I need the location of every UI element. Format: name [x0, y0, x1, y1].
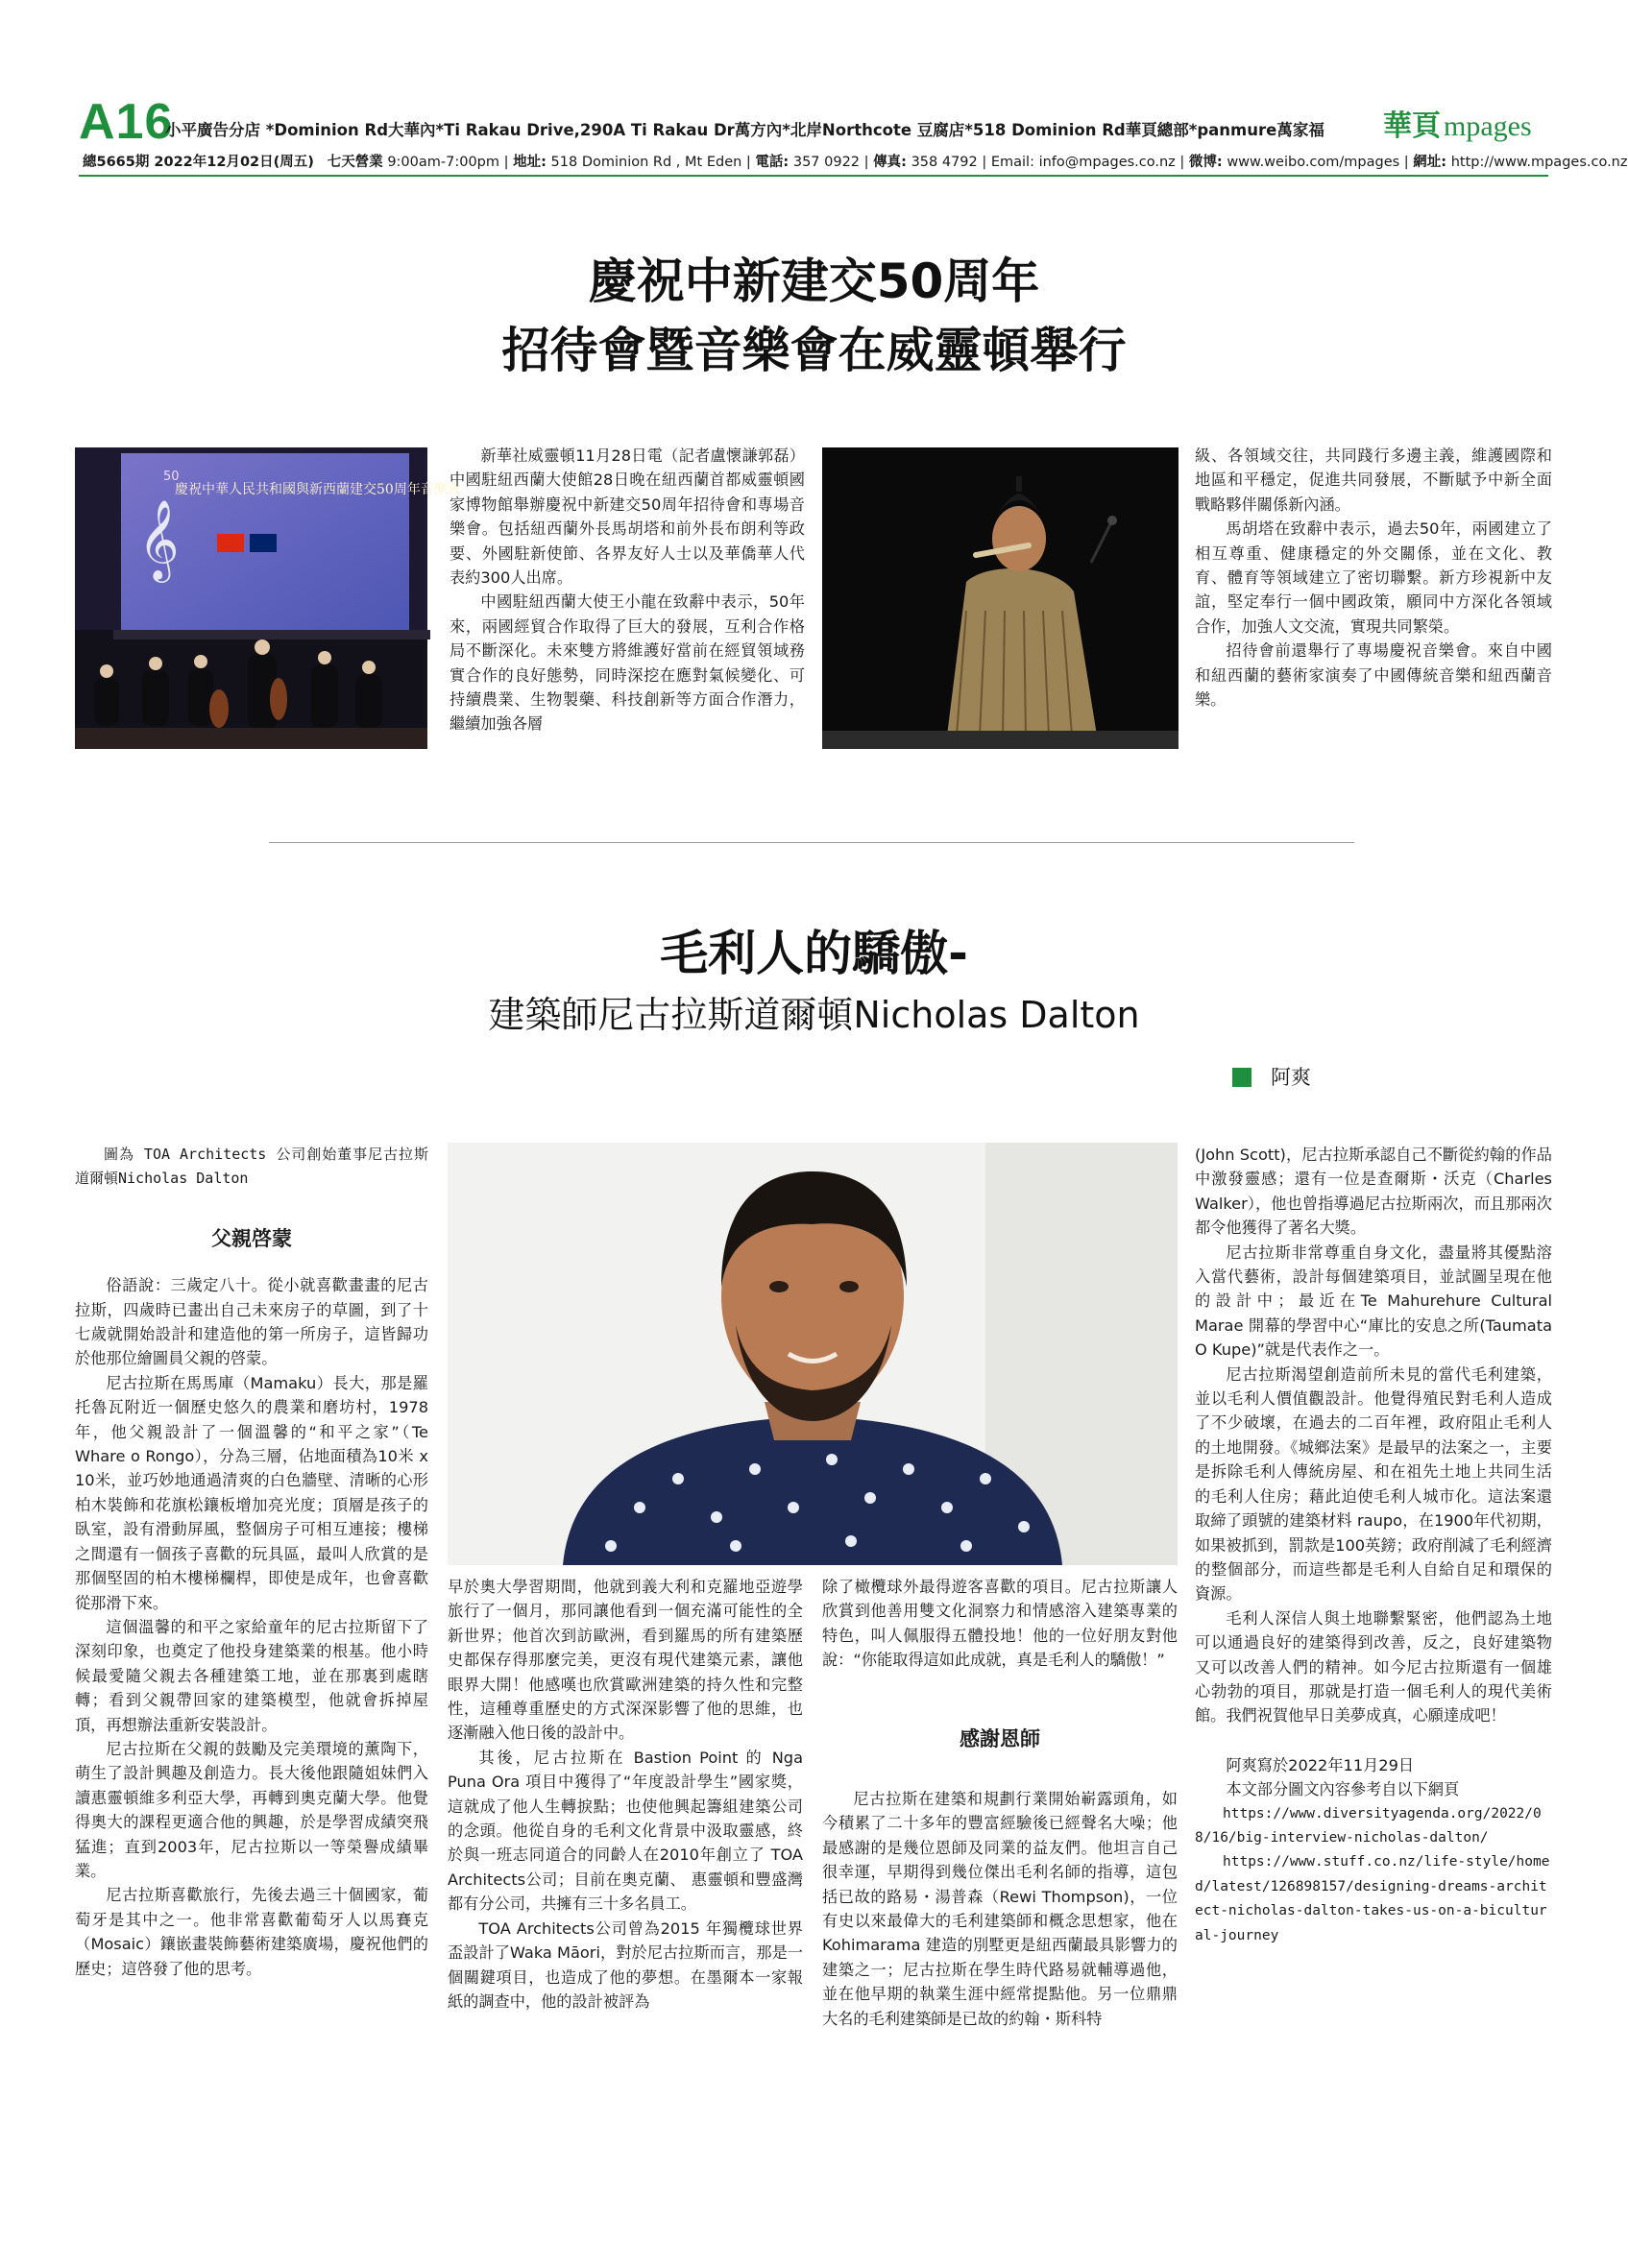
- reference-link-1[interactable]: https://www.diversityagenda.org/2022/08/16/big-interview-nicholas-dalton/: [1195, 1805, 1542, 1846]
- photo-caption: 圖為 TOA Architects 公司創始董事尼古拉斯道爾頓Nicholas Dalton: [75, 1146, 428, 1188]
- article2-title-line2: 建築師尼古拉斯道爾頓Nicholas Dalton: [488, 994, 1140, 1036]
- article1-title-line2: 招待會暨音樂會在威靈頓舉行: [501, 323, 1127, 378]
- paragraph: 尼古拉斯非常尊重自身文化，盡量將其優點溶入當代藝術，設計每個建築項目，並試圖呈現在他的設計中；最近在Te Mahurehure Cultural Marae 開幕的學習中心“庫比的安息之所(Taumata O Kupe)”就是代表作之一。: [1195, 1243, 1552, 1360]
- maori-performer-photo: [822, 447, 1178, 749]
- screen-logo-50: 50: [163, 470, 180, 484]
- paragraph: 招待會前還舉行了專場慶祝音樂會。來自中國和紐西蘭的藝術家演奏了中國傳統音樂和紐西蘭音樂。: [1195, 641, 1552, 710]
- microphone: [1107, 516, 1117, 525]
- china-flag-icon: [217, 534, 244, 552]
- issue-number: 總5665期 2022年12月02日(周五): [83, 155, 314, 170]
- paragraph: 早於奧大學習期間，他就到義大利和克羅地亞遊學旅行了一個月，那同讓他看到一個充滿可能性的全新世界；他首次到訪歐洲，看到羅馬的所有建築歷史都保存得那麼完美，更沒有現代建築元素，讓他眼界大開！他感嘆也欣賞歐洲建築的持久性和完整性，這種尊重歷史的方式深深影響了他的思維，也逐漸融入他日後的設計中。: [448, 1578, 803, 1743]
- logo-mark: 華頁: [1383, 109, 1441, 143]
- weibo-link[interactable]: www.weibo.com/mpages: [1227, 155, 1400, 170]
- paragraph: 新華社威靈頓11月28日電（記者盧懷謙郭磊）中國駐紐西蘭大使館28日晚在紐西蘭首都威靈頓國家博物館舉辦慶祝中新建交50周年招待會和專場音樂會。包括紐西蘭外長馬胡塔和前外長布朗利等政要、外國駐新使節、各界友好人士以及華僑華人代表約300人出席。: [450, 446, 805, 588]
- email-link[interactable]: info@mpages.co.nz: [1038, 155, 1176, 170]
- paragraph: 俗語說：三歲定八十。從小就喜歡畫畫的尼古拉斯，四歲時已畫出自己未來房子的草圖，到了十七歲就開始設計和建造他的第一所房子，這皆歸功於他那位繪圖員父親的啓蒙。: [75, 1276, 428, 1368]
- email-label: Email:: [990, 155, 1034, 170]
- paragraph: 馬胡塔在致辭中表示，過去50年，兩國建立了相互尊重、健康穩定的外交關係，並在文化、教育、體育等領域建立了密切聯繫。新方珍視新中友誼，堅定奉行一個中國政策，願同中方深化各領域合作，加強人文交流，實現共同繁榮。: [1195, 519, 1552, 636]
- web-label: 網址:: [1413, 155, 1447, 170]
- article2-column-2: [448, 1575, 803, 2014]
- paragraph: 尼古拉斯喜歡旅行，先後去過三十個國家，葡萄牙是其中之一。他非常喜歡葡萄牙人以馬賽克（Mosaic）鑲嵌畫裝飾藝術建築廣場，慶祝他們的歷史；這啓發了他的思考。: [75, 1886, 428, 1978]
- weibo-label: 微博:: [1188, 155, 1223, 170]
- paragraph: 這個溫馨的和平之家給童年的尼古拉斯留下了深刻印象，也奠定了他投身建築業的根基。他小時候最愛隨父親去各種建築工地，並在那裏到處瞎轉；看到父親帶回家的建築模型，他就會拆掉屋頂，再想辦法重新安裝設計。: [75, 1617, 428, 1734]
- branch-list: 小平廣告分店 *Dominion Rd大華內*Ti Rakau Drive,290A Ti Rakau Dr萬方內*北岸Northcote 豆腐店*518 Dominion Rd華頁總部*panmure萬家福: [165, 121, 1324, 139]
- concert-photo: [75, 447, 461, 749]
- byline-square-icon: [1232, 1068, 1251, 1087]
- nz-flag-icon: [250, 534, 277, 552]
- paragraph: 尼古拉斯在父親的鼓勵及完美環境的薰陶下，萌生了設計興趣及創造力。長大後他跟隨姐妹們入讀惠靈頓維多利亞大學，再轉到奧克蘭大學。他覺得奧大的課程更適合他的興趣，於是學習成績突飛猛進；直到2003年，尼古拉斯以一等榮譽成績畢業。: [75, 1739, 428, 1880]
- paragraph: TOA Architects公司曾為2015 年獨欖球世界盃設計了Waka Māori，對於尼古拉斯而言，那是一個關鍵項目，也造成了他的夢想。在墨爾本一家報紙的調查中，他的設計被評為: [448, 1918, 803, 2011]
- paragraph: 毛利人深信人與土地聯繫緊密，他們認為土地可以通過良好的建築得到改善，反之，良好建築物又可以改善人們的精神。如今尼古拉斯還有一個雄心勃勃的項目，那就是打造一個毛利人的現代美術館。我們祝賀他早日美夢成真，心願達成吧！: [1195, 1608, 1552, 1725]
- author-name: 阿爽: [1271, 1066, 1311, 1089]
- fax: 358 4792: [911, 155, 978, 170]
- article2-column-4: [1195, 1143, 1552, 1948]
- address-label: 地址:: [513, 155, 547, 170]
- fax-label: 傳真:: [873, 155, 907, 170]
- reference-note: 本文部分圖文內容參考自以下網頁: [1226, 1780, 1460, 1799]
- paragraph: (John Scott)，尼古拉斯承認自己不斷從約翰的作品中激發靈感；還有一位是查爾斯・沃克（Charles Walker），他也曾指導過尼古拉斯兩次，而且那兩次都令他獲得了著名大獎。: [1195, 1146, 1552, 1238]
- header-rule: [79, 175, 1548, 177]
- written-date: 阿爽寫於2022年11月29日: [1226, 1755, 1415, 1774]
- page-number: A16: [79, 94, 174, 150]
- author-byline: [1232, 1064, 1311, 1091]
- article1-column-2: [1195, 444, 1552, 712]
- paragraph: 除了橄欖球外最得遊客喜歡的項目。尼古拉斯讓人欣賞到他善用雙文化洞察力和情感溶入建築專業的特色，叫人佩服得五體投地！他的一位好朋友對他說：“你能取得這如此成就，真是毛利人的驕傲！”: [822, 1578, 1178, 1670]
- phone-label: 電話:: [755, 155, 790, 170]
- section-heading-father: 父親啓蒙: [211, 1225, 292, 1250]
- article2-title-line1: 毛利人的驕傲-: [660, 926, 968, 981]
- mpages-logo: [1383, 108, 1556, 146]
- treble-clef-icon: 𝄞: [138, 498, 180, 579]
- reference-link-2[interactable]: https://www.stuff.co.nz/life-style/homed/latest/126898157/designing-dreams-architect-nicholas-dalton-takes-us-on-a-bicultural-journey: [1195, 1854, 1550, 1943]
- article2-column-3: [822, 1575, 1178, 2031]
- article1-column-1: [450, 444, 805, 736]
- hours-label: 七天營業: [327, 155, 383, 170]
- website-link[interactable]: http://www.mpages.co.nz: [1450, 155, 1628, 170]
- paragraph: 尼古拉斯渴望創造前所未見的當代毛利建築，並以毛利人價值觀設計。他覺得殖民對毛利人造成了不少破壞，在過去的二百年裡，政府阻止毛利人的土地開發。《城鄉法案》是最早的法案之一，主要是拆除毛利人傳統房屋、和在祖先土地上共同生活的毛利人住房；藉此迫使毛利人城市化。這法案還取締了頭號的建築材料 raupo，在1900年代初期，如果被抓到，罰款是100英鎊；政府削減了毛利經濟的整個部分，而這些都是毛利人自給自足和環保的資源。: [1195, 1364, 1552, 1604]
- article1-title-line1: 慶祝中新建交50周年: [588, 253, 1040, 309]
- issue-info-line: 總5665期 2022年12月02日(周五) 七天營業 9:00am-7:00pm | 地址: 518 Dominion Rd , Mt Eden | 電話: 357 0922 | 傳真: 358 4792 | Email: info@mpages.co.nz | 微博: www.weibo.com/mpages | 網址: http://www.mpages.co.nz: [83, 155, 1628, 170]
- paragraph: 其後，尼古拉斯在 Bastion Point 的 Nga Puna Ora 項目中獲得了“年度設計學生”國家獎，這就成了他人生轉捩點；也使他興起籌組建築公司的念頭。他從自身的毛利文化背景中汲取靈感，終於與一班志同道合的同齡人在2010年創立了 TOA Architects公司；目前在奧克蘭、 惠靈頓和豐盛灣都有分公司，共擁有三十多名員工。: [448, 1748, 803, 1914]
- paragraph: 級、各領域交往，共同踐行多邊主義，維護國際和地區和平穩定，促進共同發展，不斷賦予中新全面戰略夥伴關係新內涵。: [1195, 446, 1552, 514]
- article-separator: [269, 842, 1354, 843]
- section-heading-mentors: 感謝恩師: [960, 1725, 1040, 1750]
- nicholas-dalton-portrait: [448, 1143, 1178, 1565]
- address: 518 Dominion Rd , Mt Eden: [550, 155, 742, 170]
- performer-head: [992, 506, 1046, 571]
- paragraph: 尼古拉斯在馬馬庫（Mamaku）長大，那是羅托魯瓦附近一個歷史悠久的農業和磨坊村，1978年，他父親設計了一個溫馨的“和平之家”（Te Whare o Rongo），分為三層，佔地面積為10米 x 10米，並巧妙地通過清爽的白色牆壁、清晰的心形柏木裝飾和花旗松鑲板增加亮光度；頂層是孩子的臥室，設有滑動屏風，整個房子可相互連接；樓梯之間還有一個孩子喜歡的玩具區，最叫人欣賞的是那個堅固的柏木樓梯欄桿，即使是成年，也會喜歡從那滑下來。: [75, 1373, 428, 1612]
- logo-text: mpages: [1444, 110, 1532, 142]
- screen-title-text: 慶祝中華人民共和國與新西蘭建交50周年音樂會: [175, 482, 461, 497]
- paragraph: 中國駐紐西蘭大使王小龍在致辭中表示，50年來，兩國經貿合作取得了巨大的發展，互利合作格局不斷深化。未來雙方將維護好當前在經貿領域務實合作的良好態勢，同時深挖在應對氣候變化、可持續農業、生物製藥、科技創新等方面合作潛力，繼續加強各層: [450, 592, 805, 734]
- paragraph: 尼古拉斯在建築和規劃行業開始嶄露頭角，如今積累了二十多年的豐富經驗後已經聲名大噪；他最感謝的是幾位恩師及同業的益友們。他坦言自己很幸運，早期得到幾位傑出毛利名師的指導，這包括已故的路易・湯普森（Rewi Thompson)，一位有史以來最偉大的毛利建築師和概念思想家，他在 Kohimarama 建造的別墅更是紐西蘭最具影響力的建築之一；尼古拉斯在學生時代路易就輔導過他，並在他早期的執業生涯中經常提點他。另一位鼎鼎大名的毛利建築師是已故的約翰・斯科特: [822, 1790, 1178, 2028]
- article2-column-1: [75, 1143, 428, 1981]
- phone: 357 0922: [792, 155, 861, 170]
- hours: 9:00am-7:00pm: [387, 155, 500, 170]
